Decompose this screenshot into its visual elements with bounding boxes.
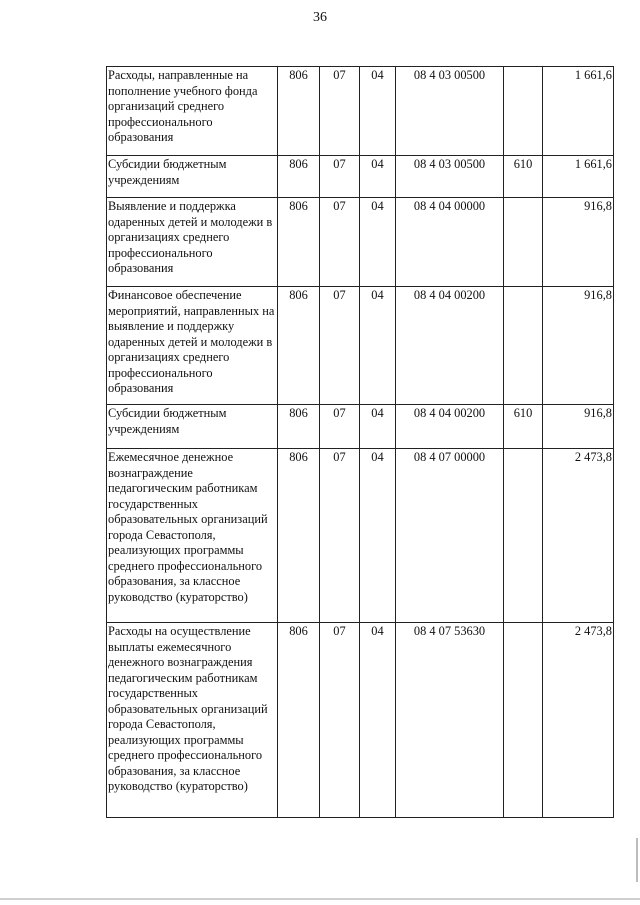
row-ministry-code: 806 — [278, 405, 320, 449]
row-expense-type — [504, 198, 543, 287]
row-target-code: 08 4 04 00200 — [396, 287, 504, 405]
row-expense-type — [504, 623, 543, 818]
row-amount: 916,8 — [543, 287, 614, 405]
table-row — [107, 623, 614, 818]
row-ministry-code: 806 — [278, 623, 320, 818]
row-subsection-code: 04 — [360, 156, 396, 198]
row-section-code: 07 — [320, 287, 360, 405]
row-ministry-code: 806 — [278, 156, 320, 198]
row-name: Ежемесячное денежное вознаграждение педагогическим работникам государственных образовательных организаций города Севастополя, реализующих программы среднего профессионального образования, за классное руководство (кураторство) — [107, 449, 278, 623]
row-target-code: 08 4 07 00000 — [396, 449, 504, 623]
row-amount: 1 661,6 — [543, 67, 614, 156]
row-subsection-code: 04 — [360, 67, 396, 156]
row-section-code: 07 — [320, 156, 360, 198]
table-row — [107, 198, 614, 287]
row-ministry-code: 806 — [278, 67, 320, 156]
row-amount: 916,8 — [543, 198, 614, 287]
row-expense-type — [504, 67, 543, 156]
row-target-code: 08 4 03 00500 — [396, 156, 504, 198]
row-amount: 2 473,8 — [543, 623, 614, 818]
row-subsection-code: 04 — [360, 405, 396, 449]
row-ministry-code: 806 — [278, 198, 320, 287]
page-number: 36 — [313, 10, 327, 25]
scan-edge-mark — [636, 838, 638, 882]
scan-edge-line — [0, 898, 640, 900]
budget-table — [106, 66, 614, 818]
row-expense-type — [504, 287, 543, 405]
row-section-code: 07 — [320, 67, 360, 156]
row-subsection-code: 04 — [360, 287, 396, 405]
row-expense-type — [504, 449, 543, 623]
row-section-code: 07 — [320, 623, 360, 818]
row-expense-type: 610 — [504, 405, 543, 449]
table-row — [107, 449, 614, 623]
row-expense-type: 610 — [504, 156, 543, 198]
row-name: Субсидии бюджетным учреждениям — [107, 405, 278, 449]
row-amount: 916,8 — [543, 405, 614, 449]
row-subsection-code: 04 — [360, 198, 396, 287]
row-target-code: 08 4 07 53630 — [396, 623, 504, 818]
row-target-code: 08 4 04 00000 — [396, 198, 504, 287]
row-section-code: 07 — [320, 449, 360, 623]
row-name: Субсидии бюджетным учреждениям — [107, 156, 278, 198]
row-amount: 2 473,8 — [543, 449, 614, 623]
table-row — [107, 405, 614, 449]
row-ministry-code: 806 — [278, 287, 320, 405]
row-subsection-code: 04 — [360, 623, 396, 818]
table-row — [107, 67, 614, 156]
row-target-code: 08 4 04 00200 — [396, 405, 504, 449]
row-target-code: 08 4 03 00500 — [396, 67, 504, 156]
row-section-code: 07 — [320, 198, 360, 287]
row-name: Расходы, направленные на пополнение учебного фонда организаций среднего профессионального образования — [107, 67, 278, 156]
row-amount: 1 661,6 — [543, 156, 614, 198]
row-subsection-code: 04 — [360, 449, 396, 623]
table-row — [107, 287, 614, 405]
row-section-code: 07 — [320, 405, 360, 449]
row-name: Расходы на осуществление выплаты ежемесячного денежного вознаграждения педагогическим работникам государственных образовательных организаций города Севастополя, реализующих программы среднего профессионального образования, за классное руководство (кураторство) — [107, 623, 278, 818]
row-ministry-code: 806 — [278, 449, 320, 623]
row-name: Финансовое обеспечение мероприятий, направленных на выявление и поддержку одаренных детей и молодежи в организациях среднего профессионального образования — [107, 287, 278, 405]
row-name: Выявление и поддержка одаренных детей и молодежи в организациях среднего профессионального образования — [107, 198, 278, 287]
table-row — [107, 156, 614, 198]
